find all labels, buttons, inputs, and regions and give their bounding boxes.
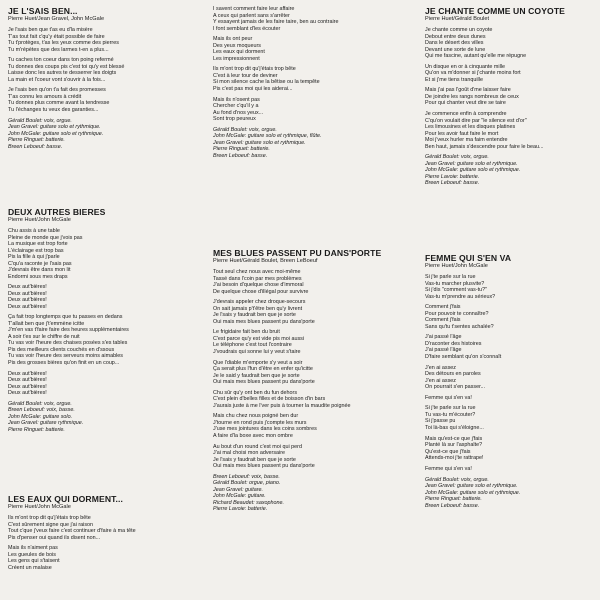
lyric-line: Pis la fille à qui j'parle xyxy=(8,254,60,260)
credit-line: John McGale: guitare solo. xyxy=(8,413,73,420)
lyric-line: Je l'sais y faudrait ben que je sorte xyxy=(213,456,296,463)
lyric-line: Mais ils n'osent pas xyxy=(213,96,260,103)
lyric-line: Comment j'fais xyxy=(425,304,461,311)
lyric-line: Attends-moi j'te rattrape! xyxy=(425,455,484,462)
lyric-line: Deux aut'bières! xyxy=(8,290,47,297)
credit-line: Gérald Boulet: voix, orgue. xyxy=(213,126,277,133)
lyric-line: T'as tout fait c'qu'y était possible de faire xyxy=(8,33,105,40)
lyric-line: Les impressionnent xyxy=(213,55,260,62)
lyric-line: On sait jamais p't'être ben qu'y livrent xyxy=(213,305,303,312)
song-credits xyxy=(425,477,597,510)
lyric-line: T'allait ben que j't'emmène icitte xyxy=(8,320,85,327)
lyric-line: Laisse donc les autres te desserrer les doigts xyxy=(8,70,117,77)
lyric-line: Au fond d'nos yeux... xyxy=(213,109,264,116)
song-title: JE CHANTE COMME UN COYOTE xyxy=(425,6,566,16)
credit-line: John McGale: guitare solo et rythmique. xyxy=(425,167,521,174)
lyric-line: Tassé dans l'coin par mes problèmes xyxy=(213,275,302,282)
song-block xyxy=(213,6,403,159)
lyric-line: Pour qui chanter veut dire se taire xyxy=(425,100,506,107)
lyric-line: Deux aut'bières! xyxy=(8,377,47,384)
lyric-line: Y essayent jamais de les faire taire, ben au contraire xyxy=(213,19,339,25)
song-credits xyxy=(8,401,198,434)
song-block xyxy=(8,494,198,575)
lyric-line: Un disque en or à cinquante mille xyxy=(425,63,506,70)
lyric-stanza xyxy=(425,334,597,360)
credit-line: Pierre Ringuet: batterie. xyxy=(425,496,482,502)
song-block xyxy=(425,6,597,187)
credit-line: Pierre Ringuet: batterie. xyxy=(213,146,270,153)
lyric-line: Tu vas voir l'heure des serveurs moins aimables xyxy=(8,353,123,360)
lyric-line: J'tourne en rond puis j'compte les murs xyxy=(213,419,307,426)
lyric-stanza xyxy=(213,66,403,92)
lyric-line: Qu'on va m'donner si j'chante moins fort xyxy=(425,70,521,77)
credit-line: Pierre Lavoie: batterie. xyxy=(425,173,480,180)
song-authors: Pierre Huet/John McGale xyxy=(425,263,488,269)
credit-line: Pierre Lavoie: batterie. xyxy=(213,506,268,513)
lyric-line: C'est parce qu'y est vide pis moi aussi xyxy=(213,335,305,342)
song-title: MES BLUES PASSENT PU DANS'PORTE xyxy=(213,248,382,258)
lyric-line: Ben haut, jamais s'descendre pour faire le beau... xyxy=(425,143,544,150)
lyric-stanza xyxy=(213,329,403,355)
song-credits xyxy=(213,474,403,513)
lyric-line: Créent un malaise xyxy=(8,564,52,571)
lyric-line: J'ai passé l'âge xyxy=(425,347,462,354)
lyric-line: Mais chu chez nous poigné ben dur xyxy=(213,413,299,420)
lyric-line: D'raconter des histoires xyxy=(425,340,482,347)
lyric-line: J'use mes jointures dans les coins sombres xyxy=(213,426,317,433)
lyric-line: Deux aut'bières! xyxy=(8,370,47,377)
credit-line: John McGale: guitare solo et rythmique. xyxy=(8,130,104,137)
lyric-line: Deux aut'bières! xyxy=(8,297,47,304)
lyric-line: Chercher c'qu'il y a xyxy=(213,103,259,110)
lyric-line: Je l'sais ben qu'on t'a fait des promesses xyxy=(8,87,106,94)
lyric-line: Dans le désert des villes xyxy=(425,40,484,46)
lyric-line: Mais j'ai pas l'goût d'me laisser faire xyxy=(425,87,511,94)
lyric-line: Pis des grosses bières qu'on finit en un coup... xyxy=(8,359,120,366)
lyric-line: Mais ils n'aiment pas xyxy=(8,545,58,552)
lyric-stanza xyxy=(425,87,597,107)
lyric-line: De quelque chose d'illégal pour survivre xyxy=(213,288,309,295)
lyric-line: A faire d'la boxe avec mon ombre xyxy=(213,432,293,439)
song-authors: Pierre Huet/Gérald Boulet, Breen LeBoeuf xyxy=(213,258,318,264)
credit-line: Pierre Ringuet: batterie. xyxy=(8,426,65,433)
lyric-stanza xyxy=(425,64,597,84)
lyric-line: Ils m'ont trop dit qu'j'étais trop bête xyxy=(213,66,296,73)
lyric-line: Tu donnes des coups pis c'est toi qu'y est blessé xyxy=(8,63,125,70)
lyric-line: A ceux qui parlent sans s'arrêter xyxy=(213,12,290,19)
lyric-line: Pour les avoir faut faire le mort xyxy=(425,130,499,137)
lyric-line: Mais qu'est-ce que j'fais xyxy=(425,435,483,442)
lyric-stanza xyxy=(8,515,198,541)
lyric-line: Tu vas voir l'heure des chaises posées s'es tables xyxy=(8,340,128,347)
lyric-line: Je chante comme un coyote xyxy=(425,27,493,33)
lyric-stanza xyxy=(425,405,597,431)
lyric-line: On pourrait s'en passer... xyxy=(425,384,486,391)
lyric-line: Tu vas-tu m'écouter? xyxy=(425,411,476,418)
lyric-line: Moi j'veux hurler ma faim entendre xyxy=(425,137,508,144)
lyric-line: Tu caches ton coeur dans ton poing refermé xyxy=(8,57,114,64)
lyric-line: Vas-tu marcher plusvite? xyxy=(425,280,485,287)
lyric-line: I savent comment faire leur affaire xyxy=(213,6,295,12)
song-title: FEMME QUI S'EN VA xyxy=(425,253,512,263)
lyric-line: Des yeux moqueurs xyxy=(213,42,261,49)
credit-line: Pierre Ringuet: batterie. xyxy=(8,137,65,144)
lyric-line: Si j'te parle sur la rue xyxy=(425,405,476,412)
lyric-stanza xyxy=(8,314,198,366)
credit-line: Jean Gravel: guitare rythmique. xyxy=(8,420,84,427)
lyric-line: L'éclairage est trop bas xyxy=(8,247,64,254)
lyric-line: Des détours en paroles xyxy=(425,371,481,378)
lyric-stanza xyxy=(425,274,597,300)
lyric-line: Si j'passe pu xyxy=(425,418,456,425)
lyric-line: Je l'sais y faudrait ben que je sorte xyxy=(213,312,296,319)
credit-line: Gérald Boulet: voix, orgue. xyxy=(8,117,72,124)
lyric-line: Femme qui s'en va! xyxy=(425,465,472,472)
lyric-line: Tout c'que j'veux faire c'est continuer d'faire à ma tête xyxy=(8,528,136,534)
credit-line: Jean Gravel: guitare solo et rythmique. xyxy=(213,139,306,146)
lyric-line: Je le said y faudrait ben que je sorte xyxy=(213,372,300,379)
lyric-line: Les limousines et les disques platines xyxy=(425,124,516,131)
credit-line: John McGale: guitare. xyxy=(213,493,266,500)
lyric-stanza xyxy=(425,27,597,60)
lyric-line: Toi là-bas qui s'éloigne... xyxy=(425,424,484,431)
song-title: DEUX AUTRES BIERES xyxy=(8,207,106,217)
lyric-line: La main et l'coeur vont s'ouvrir à la fois... xyxy=(8,76,106,83)
lyric-line: Je commence enfin à comprendre xyxy=(425,111,507,118)
lyric-line: Planté là sur l'asphalte? xyxy=(425,442,483,449)
song-authors: Pierre Huet/Gérald Boulet xyxy=(425,16,490,22)
credit-line: Jean Gravel: guitare. xyxy=(213,486,264,493)
lyric-line: Les eaux qui dorment xyxy=(213,49,265,56)
lyric-stanza xyxy=(425,365,597,391)
lyric-line: Debout entre deux dunes xyxy=(425,33,486,40)
lyric-line: Comment j'fais xyxy=(425,317,461,324)
lyric-line: Tout seul chez nous avec moi-même xyxy=(213,269,301,275)
lyric-line: Pis des meilleurs clients couchés en d'ssous xyxy=(8,346,115,353)
lyric-line: Chu sûr qu'y ont ben du fun dehors xyxy=(213,389,298,396)
lyric-line: Deux aut'bières! xyxy=(8,390,47,397)
lyric-line: Tu donnes plus comme avant la tendresse xyxy=(8,100,110,107)
lyric-line: T'as connu les amours à crédit xyxy=(8,93,82,100)
lyric-line: Femme qui s'en va! xyxy=(425,394,472,401)
credit-line: Breen Leboeuf: basse. xyxy=(425,502,480,509)
lyric-line: Deux aut'bières! xyxy=(8,303,47,310)
credit-line: Richard Beaudet: saxophone. xyxy=(213,499,285,506)
lyric-line: Le frigidaire fait ben du bruit xyxy=(213,329,280,336)
credit-line: Jean Gravel: guitare solo et rythmique. xyxy=(425,483,518,489)
lyric-stanza xyxy=(213,360,403,386)
lyric-line: La musique est trop forte xyxy=(8,241,68,247)
lyric-stanza xyxy=(213,444,403,470)
song-authors: Pierre Huet/John McGale xyxy=(8,504,71,510)
credit-line: Gérald Boulet: voix, orgue. xyxy=(425,476,489,483)
lyric-line: Ça serait plus l'fun d'être en enfer qu'icitte xyxy=(213,366,313,373)
lyric-stanza xyxy=(213,269,403,295)
song-credits xyxy=(8,118,198,151)
lyric-line: Pis d'penser oui quand ils disent non... xyxy=(8,534,101,541)
lyric-line: C'est plein d'belles filles et de boisson d'in bars xyxy=(213,396,326,403)
lyric-line: J'voudrais qui sonne lui y veut s'taire xyxy=(213,348,301,355)
song-title: LES EAUX QUI DORMENT... xyxy=(8,494,123,504)
lyric-line: J'devrais être dans mon lit xyxy=(8,267,71,273)
credit-line: Gérald Boulet: voix, orgue. xyxy=(8,400,72,407)
lyric-line: J'ai besoin d'quelque chose d'immoral xyxy=(213,282,304,288)
lyric-line: J'ai mal choisi mon adversaire xyxy=(213,450,286,457)
lyric-line: C'est sûrement signe que j'ai raison xyxy=(8,521,94,528)
lyric-line: Ils m'ont trop dit qu'j'étais trop bête xyxy=(8,515,91,521)
lyric-line: Vas-tu m'prendre au sérieux? xyxy=(425,293,496,300)
song-authors: Pierre Huet/Jean Gravel, John McGale xyxy=(8,16,105,22)
lyric-line: Au bout d'un round c'est moi qui perd xyxy=(213,443,302,450)
credit-line: Breen Leboeuf: basse. xyxy=(8,143,63,150)
lyric-line: Endormi sous mes draps xyxy=(8,273,68,280)
credit-line: Gérald Boulet: orgue, piano. xyxy=(213,480,281,487)
lyric-line: Pour pouvoir te connaître? xyxy=(425,310,489,317)
lyric-line: Oui mais mes blues passent pu dans'porte xyxy=(213,379,315,386)
lyric-line: Deux aut'bières! xyxy=(8,383,47,390)
song-block xyxy=(213,248,403,513)
credit-line: Jean Gravel: guitare solo et rythmique. xyxy=(425,160,518,167)
lyric-line: Les gueules de bois xyxy=(8,551,56,558)
lyric-stanza xyxy=(213,36,403,62)
lyric-line: Les gens qui s'taisent xyxy=(8,558,60,565)
lyric-stanza xyxy=(8,284,198,310)
song-authors: Pierre Huet/John McGale xyxy=(8,217,71,223)
lyric-line: C'qu'on voulait dire par "le silence est d'or" xyxy=(425,117,527,124)
lyric-stanza xyxy=(425,304,597,330)
lyric-line: Si j'dis "comment vas-tu?" xyxy=(425,287,488,293)
lyric-line: Que l'diable m'emporte s'y veut a soir xyxy=(213,359,303,366)
song-credits xyxy=(213,127,403,160)
credit-line: Gérald Boulet: voix, orgue. xyxy=(425,154,489,161)
lyric-line: Deux aut'bières! xyxy=(8,284,47,291)
lyric-line: Tu l'échanges tu veux des garanties... xyxy=(8,106,99,113)
lyric-line: De joindre les rangs nombreux de ceux xyxy=(425,93,519,100)
lyric-stanza xyxy=(425,111,597,150)
lyric-line: D'faire semblant qu'on s'connaît xyxy=(425,353,502,360)
lyric-line: Et si j'me tiens tranquille xyxy=(425,76,483,83)
song-block xyxy=(8,6,198,150)
lyric-line: C'est à leur tour de deviner xyxy=(213,72,278,79)
lyric-line: J'en ai assez xyxy=(425,364,456,371)
lyric-stanza xyxy=(8,545,198,571)
credit-line: Breen Leboeuf: voix, basse. xyxy=(213,473,280,480)
lyric-line: Devant une sorte de lune xyxy=(425,46,486,53)
lyric-stanza xyxy=(425,466,597,473)
lyric-stanza xyxy=(425,436,597,462)
lyric-line: Mais ils ont peur xyxy=(213,36,253,43)
lyric-line: C'qu'a raconte je l'sais pas xyxy=(8,260,72,267)
lyric-stanza xyxy=(213,390,403,410)
song-title: JE L'SAIS BEN... xyxy=(8,6,78,16)
lyric-line: Tu m'répètes que des larmes t-en a plus... xyxy=(8,46,109,53)
lyric-line: J'en ai assez xyxy=(425,377,456,384)
lyric-line: Je l'sais ben que t'as eu d'la misère xyxy=(8,27,93,33)
credit-line: Jean Gravel: guitare solo et rythmique. xyxy=(8,124,101,131)
lyric-stanza xyxy=(8,27,198,53)
lyric-line: A soir t'es sur le chiffre de nuit xyxy=(8,333,80,340)
credit-line: Breen Leboeuf: voix, basse. xyxy=(8,407,75,414)
lyric-line: J'ai passé l'âge xyxy=(425,334,462,341)
lyric-stanza xyxy=(8,87,198,113)
lyric-line: Oui mais mes blues passent pu dans'porte xyxy=(213,318,315,325)
lyric-line: Si j'te parle sur la rue xyxy=(425,274,476,280)
lyric-stanza xyxy=(213,413,403,439)
lyric-line: Ça fait trop longtemps que tu passes en dedans xyxy=(8,314,123,321)
song-block xyxy=(425,253,597,509)
credit-line: Breen Leboeuf: basse. xyxy=(425,180,480,187)
lyric-stanza xyxy=(8,371,198,397)
credit-line: Breen Leboeuf: basse. xyxy=(213,152,268,159)
lyric-stanza xyxy=(213,97,403,123)
lyric-line: Sont trop peureux xyxy=(213,116,256,123)
song-credits xyxy=(425,154,597,187)
credit-line: John McGale: guitare solo et rythmique. xyxy=(425,489,521,496)
lyric-stanza xyxy=(8,57,198,83)
lyric-line: Chu assis à une table xyxy=(8,228,60,234)
lyric-line: Oui mais mes blues passent pu dans'porte xyxy=(213,463,315,470)
lyric-line: Tu t'protèges, t'as les yeux comme des pierres xyxy=(8,40,119,46)
lyric-line: J'devrais appeler chez droque-secours xyxy=(213,299,306,306)
lyric-line: Pis c'est pas moi qui les aiderai... xyxy=(213,85,293,92)
lyric-stanza xyxy=(213,6,403,32)
lyric-line: J'm'en vas t'faire faire des heures supplémentaires xyxy=(8,327,129,334)
lyric-line: Qui me fascine, autant qu'elle me répugne xyxy=(425,53,527,59)
lyric-line: Le téléphone c'est tout l'contraire xyxy=(213,342,292,349)
lyric-line: J'aurais juste à me l'ver puis à tourner la maudite poignée xyxy=(213,402,351,409)
lyric-line: Sans qu'tu t'sentes achalée? xyxy=(425,323,494,330)
lyric-stanza xyxy=(425,395,597,402)
lyric-line: Qu'est-ce que j'fais xyxy=(425,448,471,455)
lyric-line: I font semblant d'les écouter xyxy=(213,25,281,32)
credit-line: John McGale: guitare solo et rythmique, flûte. xyxy=(213,133,322,140)
song-block xyxy=(8,207,198,433)
lyric-stanza xyxy=(8,228,198,280)
lyric-line: Si mon silence cache la bêtise ou la tempête xyxy=(213,79,320,86)
lyric-stanza xyxy=(213,299,403,325)
lyric-line: Pleine de monde que j'vois pas xyxy=(8,234,83,241)
